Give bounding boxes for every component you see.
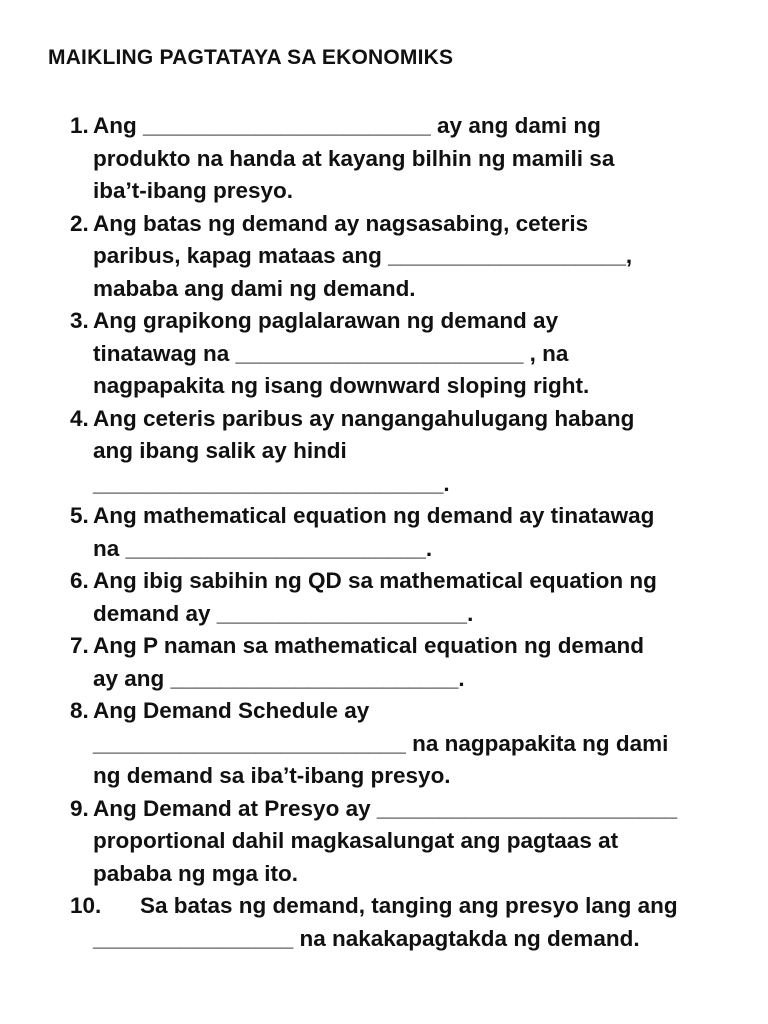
- question-number: 3.: [70, 308, 89, 333]
- question-text-line: mababa ang dami ng demand.: [93, 275, 416, 301]
- question-text-line: proportional dahil magkasalungat ang pagtaas at: [93, 828, 619, 853]
- question-number: 4.: [70, 405, 89, 431]
- question-text-line: Ang ceteris paribus ay nangangahulugang habang: [93, 405, 635, 431]
- question-item: [0, 793, 733, 891]
- question-text-line: Ang ibig sabihin ng QD sa mathematical equation ng: [93, 568, 657, 593]
- question-text-line: produkto na handa at kayang bilhin ng mamili sa: [93, 145, 615, 171]
- question-number: 10.: [70, 893, 102, 918]
- question-text-line: tinatawag na _______________________ , na: [93, 340, 569, 366]
- question-item: [0, 695, 733, 793]
- question-text-line: paribus, kapag mataas ang ___________________,: [93, 243, 633, 268]
- question-text-line: nagpapakita ng isang downward sloping right.: [93, 373, 590, 398]
- question-item: [0, 565, 733, 630]
- question-item: [0, 500, 733, 565]
- question-number: 7.: [70, 633, 89, 658]
- question-text-line: ay ang _______________________.: [93, 665, 465, 691]
- question-item: [0, 110, 733, 208]
- question-text-line: Sa batas ng demand, tanging ang presyo lang ang: [140, 893, 678, 918]
- question-text-line: na ________________________.: [93, 535, 433, 561]
- question-number: 8.: [70, 698, 89, 723]
- question-text-line: ________________ na nakakapagtakda ng demand.: [93, 925, 640, 951]
- question-text-line: Ang Demand at Presyo ay ________________________: [93, 795, 678, 821]
- question-text-line: Ang grapikong paglalarawan ng demand ay: [93, 308, 559, 333]
- question-number: 6.: [70, 568, 89, 593]
- question-text-line: demand ay ____________________.: [93, 600, 474, 626]
- question-text-line: _________________________ na nagpapakita ng dami: [93, 730, 669, 756]
- question-text-line: iba’t-ibang presyo.: [93, 178, 294, 203]
- question-text-line: ng demand sa iba’t-ibang presyo.: [93, 763, 451, 788]
- question-text-line: ang ibang salik ay hindi: [93, 438, 347, 463]
- question-number: 1.: [70, 113, 89, 138]
- question-item: [0, 890, 733, 955]
- question-number: 5.: [70, 503, 89, 528]
- question-item: [0, 305, 733, 403]
- question-number: 9.: [70, 795, 89, 821]
- question-list: [0, 110, 768, 955]
- question-text-line: Ang mathematical equation ng demand ay tinatawag: [93, 503, 655, 528]
- question-item: [0, 403, 733, 501]
- question-item: [0, 208, 733, 306]
- question-text-line: Ang _______________________ ay ang dami ng: [93, 113, 601, 138]
- question-text-line: pababa ng mga ito.: [93, 860, 299, 886]
- question-text-line: Ang Demand Schedule ay: [93, 698, 370, 723]
- page-title: MAIKLING PAGTATAYA SA EKONOMIKS: [48, 46, 454, 69]
- question-item: [0, 630, 733, 695]
- question-text-line: ____________________________.: [93, 470, 450, 496]
- question-text-line: Ang P naman sa mathematical equation ng demand: [93, 633, 644, 658]
- question-text-line: Ang batas ng demand ay nagsasabing, ceteris: [93, 210, 589, 236]
- question-number: 2.: [70, 210, 89, 236]
